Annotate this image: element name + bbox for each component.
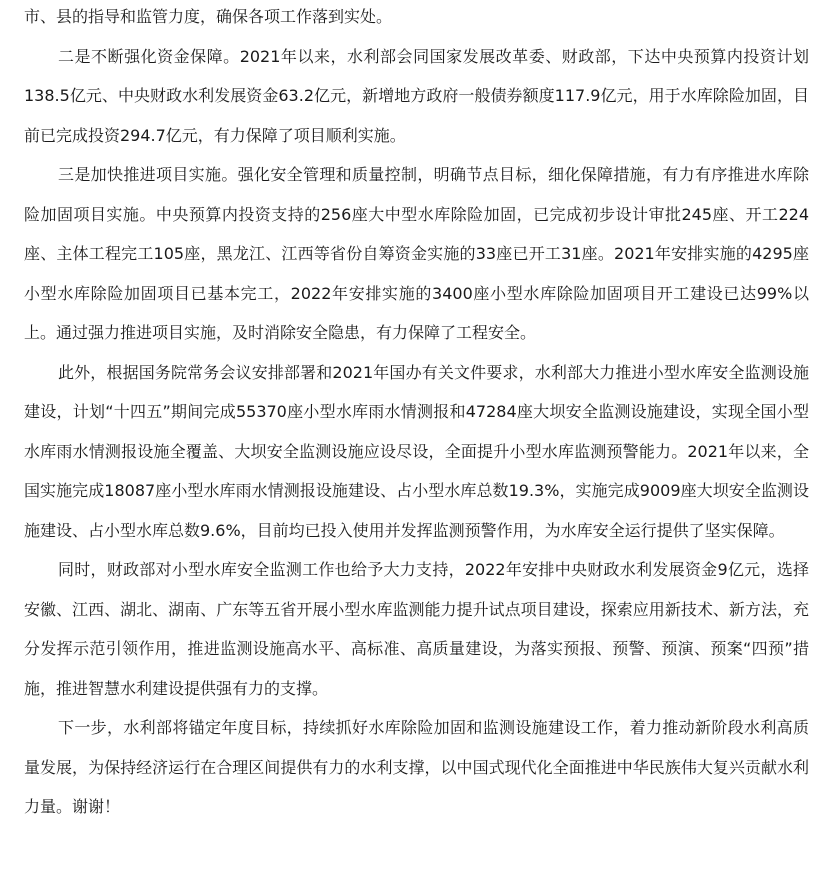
paragraph-next-step: 下一步，水利部将锚定年度目标，持续抓好水库除险加固和监测设施建设工作，着力推动新阶段水利高质量发展，为保持经济运行在合理区间提供有力的水利支撑，以中国式现代化全面推进中华民族伟大复兴贡献水利力量。谢谢！ — [24, 718, 809, 816]
paragraph-continuation: 市、县的指导和监管力度，确保各项工作落到实处。 — [24, 7, 393, 26]
paragraph-funding: 二是不断强化资金保障。2021年以来，水利部会同国家发展改革委、财政部，下达中央预算内投资计划138.5亿元、中央财政水利发展资金63.2亿元，新增地方政府一般债券额度117.9亿元，用于水库除险加固，目前已完成投资294.7亿元，有力保障了项目顺利实施。 — [24, 46, 809, 145]
paragraph-finance-support: 同时，财政部对小型水库安全监测工作也给予大力支持，2022年安排中央财政水利发展资金9亿元，选择安徽、江西、湖北、湖南、广东等五省开展小型水库监测能力提升试点项目建设，探索应用新技术、新方法，充分发挥示范引领作用，推进监测设施高水平、高标准、高质量建设，为落实预报、预警、预演、预案“四预”措施，推进智慧水利建设提供强有力的支撑。 — [24, 560, 809, 698]
paragraph-implementation: 三是加快推进项目实施。强化安全管理和质量控制，明确节点目标，细化保障措施，有力有序推进水库除险加固项目实施。中央预算内投资支持的256座大中型水库除险加固，已完成初步设计审批245座、开工224座、主体工程完工105座，黑龙江、江西等省份自筹资金实施的33座已开工31座。2021年安排实施的4295座小型水库除险加固项目已基本完工，2022年安排实施的3400座小型水库除险加固项目开工建设已达99%以上。通过强力推进项目实施，及时消除安全隐患，有力保障了工程安全。 — [24, 165, 809, 342]
paragraph-monitoring: 此外，根据国务院常务会议安排部署和2021年国办有关文件要求，水利部大力推进小型水库安全监测设施建设，计划“十四五”期间完成55370座小型水库雨水情测报和47284座大坝安全监测设施建设，实现全国小型水库雨水情测报设施全覆盖、大坝安全监测设施应设尽设，全面提升小型水库监测预警能力。2021年以来，全国实施完成18087座小型水库雨水情测报设施建设、占小型水库总数19.3%，实施完成9009座大坝安全监测设施建设、占小型水库总数9.6%，目前均已投入使用并发挥监测预警作用，为水库安全运行提供了坚实保障。 — [24, 362, 809, 540]
